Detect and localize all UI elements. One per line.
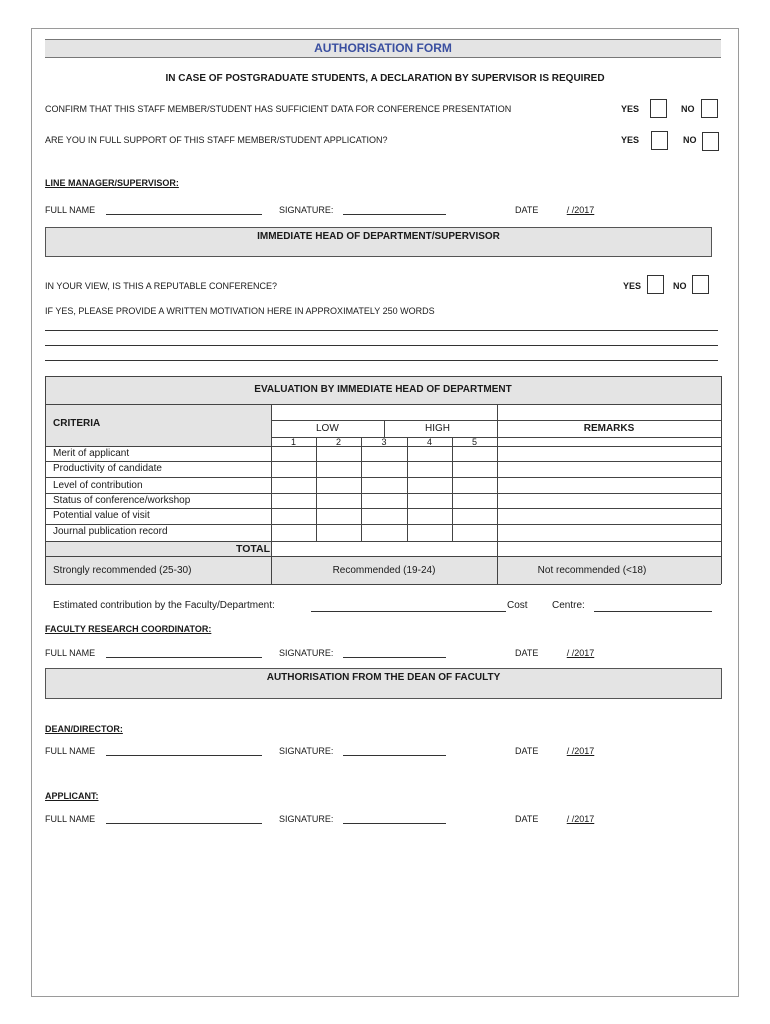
lm-signature-field[interactable] <box>343 204 446 215</box>
applicant-heading: APPLICANT: <box>45 791 99 801</box>
yes-label-2: YES <box>621 135 640 145</box>
scale-2: 2 <box>335 437 341 447</box>
strongly-recommended: Strongly recommended (25-30) <box>53 565 192 576</box>
dean-band-title: AUTHORISATION FROM THE DEAN OF FACULTY <box>266 672 501 683</box>
lm-date-label: DATE <box>515 205 539 215</box>
fc-full-name-field[interactable] <box>106 647 262 658</box>
yes-checkbox-1[interactable] <box>650 99 667 118</box>
question-full-support: ARE YOU IN FULL SUPPORT OF THIS STAFF MEMBER/STUDENT APPLICATION? <box>45 135 388 145</box>
lm-signature-label: SIGNATURE: <box>279 205 334 215</box>
fc-full-name-label: FULL NAME <box>45 648 96 658</box>
scale-3: 3 <box>381 437 387 447</box>
not-recommended: Not recommended (<18) <box>537 565 647 576</box>
title-band <box>45 39 721 58</box>
cost-centre-field[interactable] <box>594 601 712 612</box>
cost-label: Cost <box>507 600 528 611</box>
hod-band-title: IMMEDIATE HEAD OF DEPARTMENT/SUPERVISOR <box>257 231 500 242</box>
fc-date-field[interactable]: / /2017 <box>566 648 595 658</box>
centre-label: Centre: <box>552 600 585 611</box>
form-title: AUTHORISATION FORM <box>314 41 452 55</box>
scale-4: 4 <box>426 437 432 447</box>
dean-full-name-label: FULL NAME <box>45 746 96 756</box>
line-manager-heading: LINE MANAGER/SUPERVISOR: <box>45 178 179 188</box>
motivation-line-1[interactable] <box>45 320 718 331</box>
no-checkbox-2[interactable] <box>702 132 719 151</box>
dean-signature-label: SIGNATURE: <box>279 746 334 756</box>
scale-5: 5 <box>471 437 477 447</box>
applicant-full-name-label: FULL NAME <box>45 814 96 824</box>
eval-title: EVALUATION BY IMMEDIATE HEAD OF DEPARTMENT <box>254 384 512 395</box>
reputable-no-checkbox[interactable] <box>692 275 709 294</box>
low-label: LOW <box>316 423 339 434</box>
motivation-line-3[interactable] <box>45 350 718 361</box>
applicant-signature-field[interactable] <box>343 813 446 824</box>
criteria-header: CRITERIA <box>53 418 101 429</box>
reputable-yes-label: YES <box>623 281 642 291</box>
yes-label-1: YES <box>621 104 640 114</box>
lm-full-name-field[interactable] <box>106 204 262 215</box>
no-checkbox-1[interactable] <box>701 99 718 118</box>
no-label-2: NO <box>683 135 697 145</box>
lm-date-field[interactable]: / /2017 <box>566 205 595 215</box>
reputable-yes-checkbox[interactable] <box>647 275 664 294</box>
no-label-1: NO <box>681 104 695 114</box>
dean-heading: DEAN/DIRECTOR: <box>45 724 123 734</box>
fc-date-label: DATE <box>515 648 539 658</box>
motivation-line-2[interactable] <box>45 335 718 346</box>
yes-checkbox-2[interactable] <box>651 131 668 150</box>
motivation-prompt: IF YES, PLEASE PROVIDE A WRITTEN MOTIVATION HERE IN APPROXIMATELY 250 WORDS <box>45 306 435 316</box>
applicant-full-name-field[interactable] <box>106 813 262 824</box>
declaration-heading: IN CASE OF POSTGRADUATE STUDENTS, A DECLARATION BY SUPERVISOR IS REQUIRED <box>165 73 605 84</box>
contribution-field[interactable] <box>311 601 506 612</box>
criteria-status: Status of conference/workshop <box>53 495 191 506</box>
dean-date-label: DATE <box>515 746 539 756</box>
dean-date-field[interactable]: / /2017 <box>566 746 595 756</box>
contribution-label: Estimated contribution by the Faculty/Department: <box>53 600 275 611</box>
dean-full-name-field[interactable] <box>106 745 262 756</box>
total-label: TOTAL <box>235 543 270 555</box>
reputable-no-label: NO <box>673 281 687 291</box>
criteria-merit: Merit of applicant <box>53 448 130 459</box>
remarks-header: REMARKS <box>583 423 635 434</box>
scale-1: 1 <box>290 437 296 447</box>
criteria-potential: Potential value of visit <box>53 510 150 521</box>
fc-signature-field[interactable] <box>343 647 446 658</box>
fc-signature-label: SIGNATURE: <box>279 648 334 658</box>
applicant-date-field[interactable]: / /2017 <box>566 814 595 824</box>
reputable-question: IN YOUR VIEW, IS THIS A REPUTABLE CONFERENCE? <box>45 281 278 291</box>
faculty-coordinator-heading: FACULTY RESEARCH COORDINATOR: <box>45 624 212 634</box>
high-label: HIGH <box>425 423 450 434</box>
dean-band <box>45 668 722 699</box>
lm-full-name-label: FULL NAME <box>45 205 96 215</box>
dean-signature-field[interactable] <box>343 745 446 756</box>
applicant-date-label: DATE <box>515 814 539 824</box>
criteria-journal: Journal publication record <box>53 526 168 537</box>
question-sufficient-data: CONFIRM THAT THIS STAFF MEMBER/STUDENT HAS SUFFICIENT DATA FOR CONFERENCE PRESENTATION <box>45 104 512 114</box>
applicant-signature-label: SIGNATURE: <box>279 814 334 824</box>
hod-band <box>45 227 712 257</box>
recommended: Recommended (19-24) <box>332 565 436 576</box>
criteria-contribution: Level of contribution <box>53 480 143 491</box>
criteria-productivity: Productivity of candidate <box>53 463 162 474</box>
